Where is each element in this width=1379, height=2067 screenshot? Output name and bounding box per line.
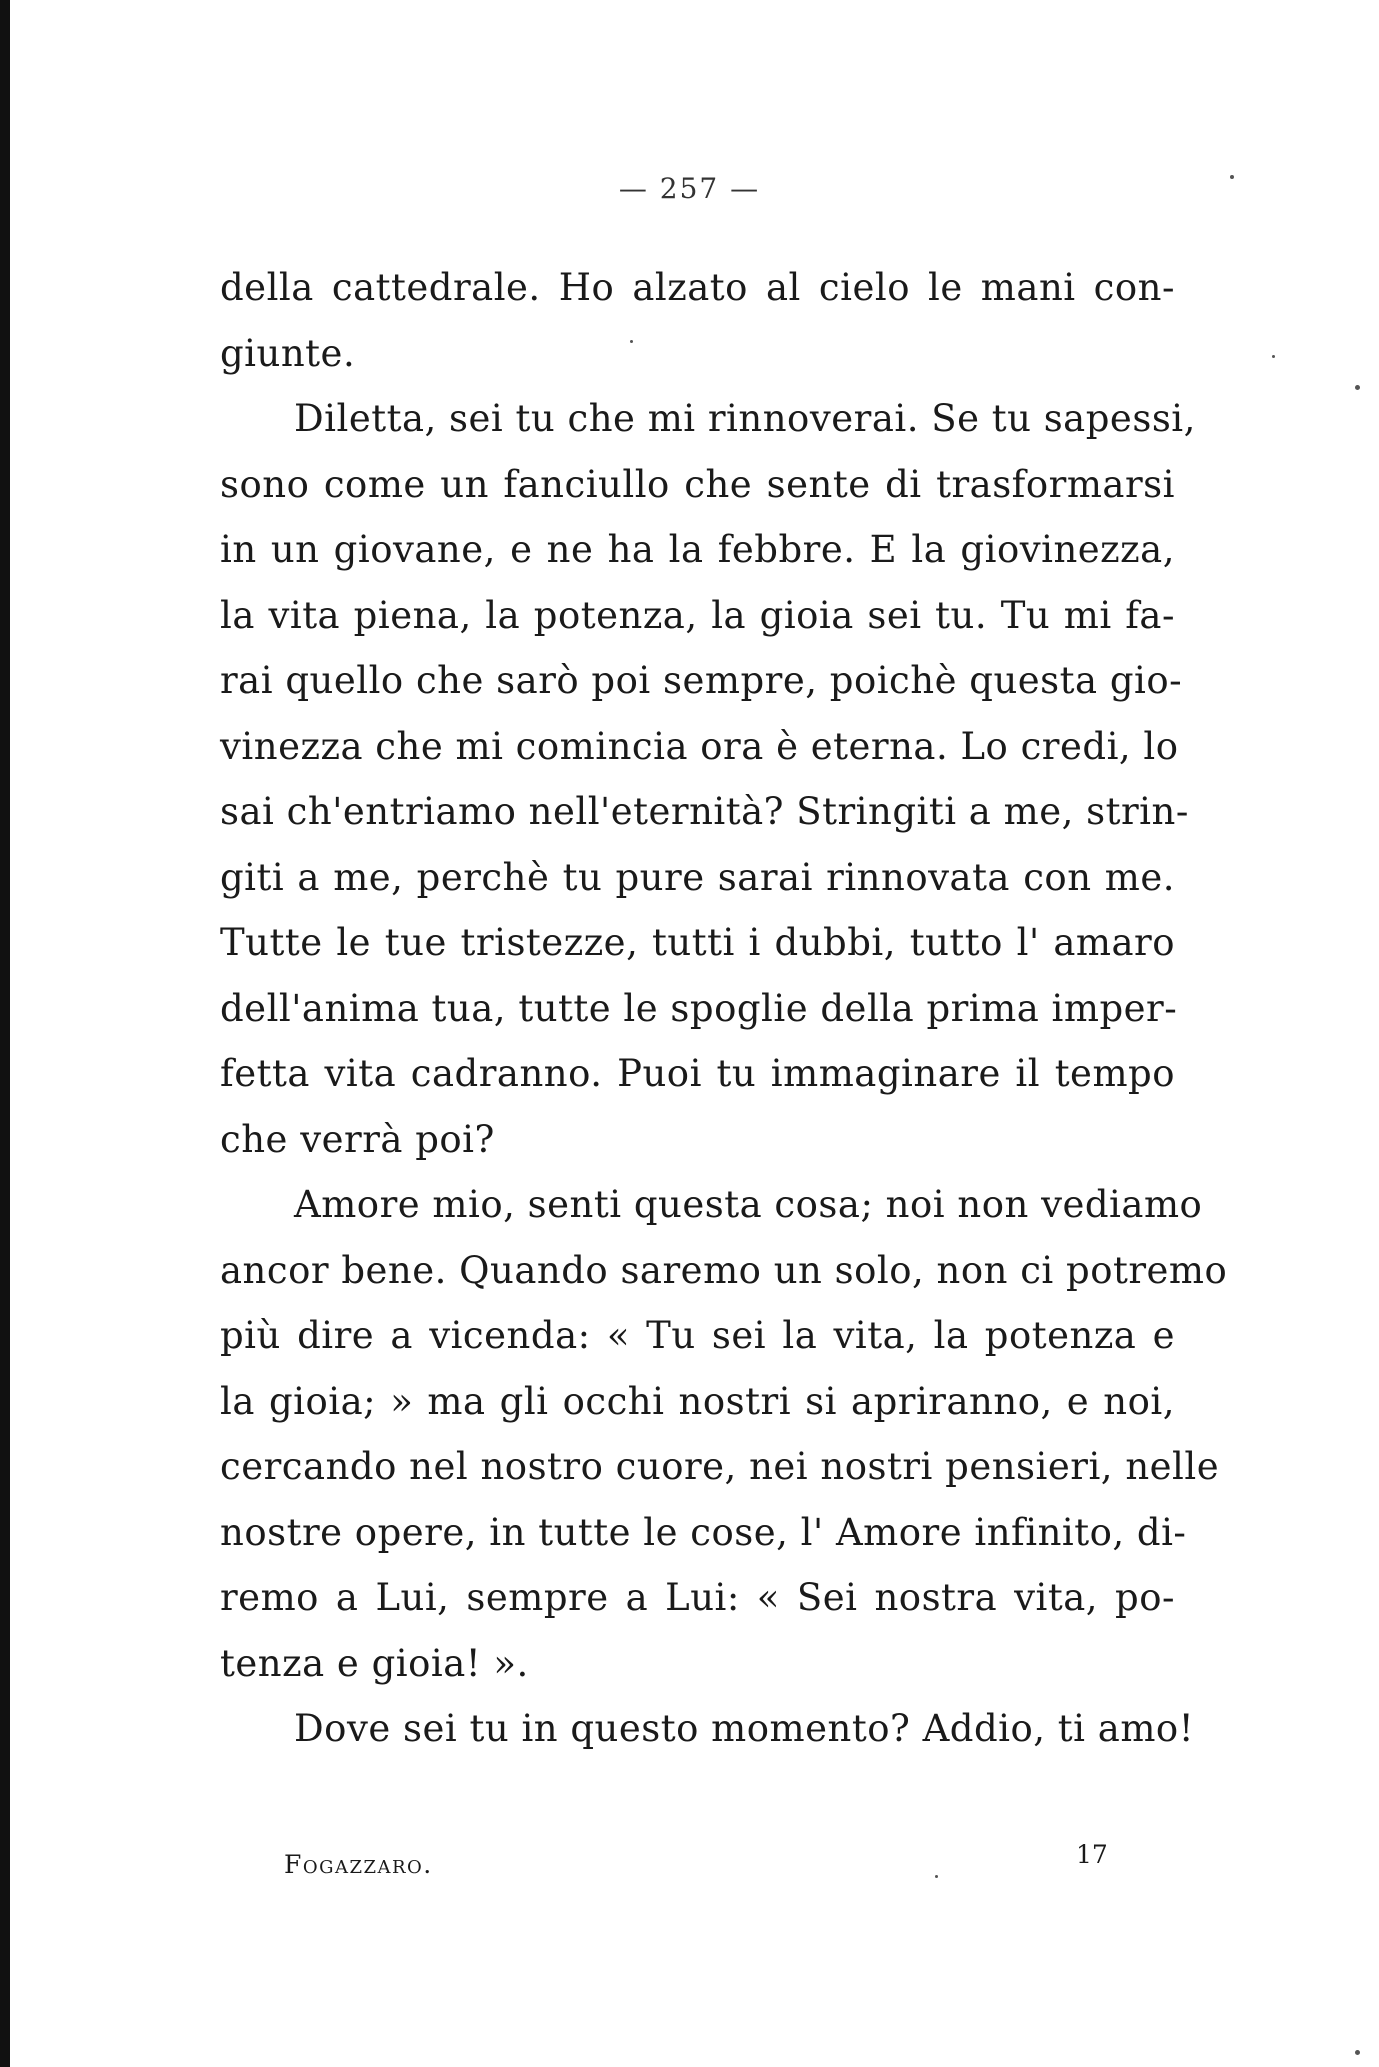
scan-speck: [630, 340, 633, 343]
text-line: sai ch'entriamo nell'eternità? Stringiti a me, strin-: [220, 790, 1189, 833]
text-line: giunte.: [220, 331, 356, 375]
page-spine-edge: [0, 0, 10, 2067]
text-line: cercando nel nostro cuore, nei nostri pensieri, nelle: [220, 1445, 1220, 1488]
text-line: vinezza che mi comincia ora è eterna. Lo credi, lo: [220, 724, 1179, 768]
text-line: giti a me, perchè tu pure sarai rinnovata con me.: [220, 855, 1175, 899]
text-line: fetta vita cadranno. Puoi tu immaginare il tempo: [220, 1052, 1175, 1095]
running-head-page-number: — 257 —: [618, 172, 761, 205]
text-line: dell'anima tua, tutte le spoglie della prima imper-: [220, 986, 1178, 1030]
text-line: tenza e gioia! ».: [220, 1641, 529, 1685]
text-line: ancor bene. Quando saremo un solo, non ci potremo: [220, 1248, 1228, 1292]
signature: Fogazzaro.: [284, 1850, 433, 1879]
text-line: Dove sei tu in questo momento? Addio, ti amo!: [294, 1707, 1195, 1750]
scan-speck: [1355, 385, 1360, 390]
scan-speck: [1272, 355, 1275, 358]
text-line: che verrà poi?: [220, 1117, 495, 1161]
text-line: Amore mio, senti questa cosa; noi non vediamo: [294, 1183, 1203, 1226]
scan-speck: [935, 1875, 938, 1878]
text-line: la gioia; » ma gli occhi nostri si apriranno, e noi,: [220, 1379, 1175, 1423]
body-text: [220, 255, 1228, 1762]
text-line: sono come un fanciullo che sente di trasformarsi: [220, 462, 1175, 506]
text-line: nostre opere, in tutte le cose, l' Amore infinito, di-: [220, 1510, 1187, 1554]
signature-mark: 17: [1076, 1840, 1108, 1869]
text-line: rai quello che sarò poi sempre, poichè questa gio-: [220, 659, 1183, 702]
scan-speck: [1230, 175, 1234, 179]
text-line: Diletta, sei tu che mi rinnoverai. Se tu sapessi,: [294, 397, 1196, 440]
text-line: la vita piena, la potenza, la gioia sei tu. Tu mi fa-: [220, 593, 1175, 637]
text-line: remo a Lui, sempre a Lui: « Sei nostra vita, po-: [220, 1576, 1175, 1619]
text-line: in un giovane, e ne ha la febbre. E la giovinezza,: [220, 528, 1175, 571]
text-line: più dire a vicenda: « Tu sei la vita, la potenza e: [220, 1314, 1175, 1357]
text-line: della cattedrale. Ho alzato al cielo le mani con-: [220, 266, 1175, 309]
text-line: Tutte le tue tristezze, tutti i dubbi, tutto l' amaro: [220, 921, 1175, 964]
scan-speck: [1355, 2050, 1360, 2055]
